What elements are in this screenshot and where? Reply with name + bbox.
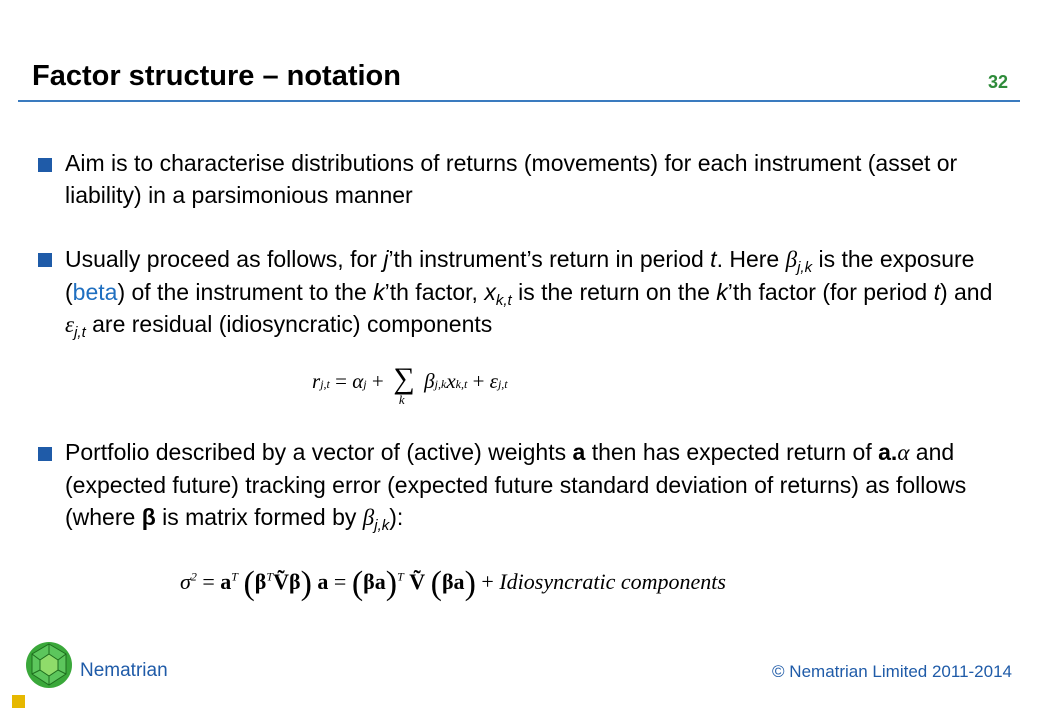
beta-link[interactable]: beta bbox=[72, 279, 118, 305]
bullet-text-2: Usually proceed as follows, for j’th instrument’s return in period t. Here $\beta_{j,k}$ is the exposure (beta) of the instrument to the k’th factor, $x_{k,t}$ is the return on the k’th factor (for period t) and $\varepsilon_{j,t}$ are residual (idiosyncratic) components bbox=[65, 246, 993, 341]
footer-square-icon bbox=[12, 695, 25, 708]
slide-title: Factor structure – notation bbox=[32, 60, 401, 92]
bullet-square-icon bbox=[38, 253, 52, 267]
footer-copyright: © Nematrian Limited 2011-2014 bbox=[772, 662, 1012, 681]
factor-model-equation: rj,t = αj + ∑ k βj,kxk,t + εj,t bbox=[312, 362, 508, 407]
bullet-text-1: Aim is to characterise distributions of returns (movements) for each instrument (asset or liability) in a parsimonious manner bbox=[65, 150, 958, 208]
tracking-error-equation: $\sigma^2 = a^T$ $(\beta^TṼ\beta) a = (\beta a)^T$ Ṽ (βa) + Idiosyncratic components bbox=[180, 565, 726, 602]
nematrian-logo-icon bbox=[24, 640, 74, 690]
title-divider bbox=[18, 100, 1020, 102]
page-number: 32 bbox=[987, 72, 1008, 92]
bullet-text-3: Portfolio described by a vector of (active) weights a then has expected return of a.α and (expected future) tracking error (expected future standard deviation of returns) as follows (where β is matrix formed by $\beta_{j,k}$): bbox=[65, 439, 967, 534]
bullet-square-icon bbox=[38, 158, 52, 172]
bullet-square-icon bbox=[38, 447, 52, 461]
footer-brand: Nematrian bbox=[80, 660, 168, 681]
